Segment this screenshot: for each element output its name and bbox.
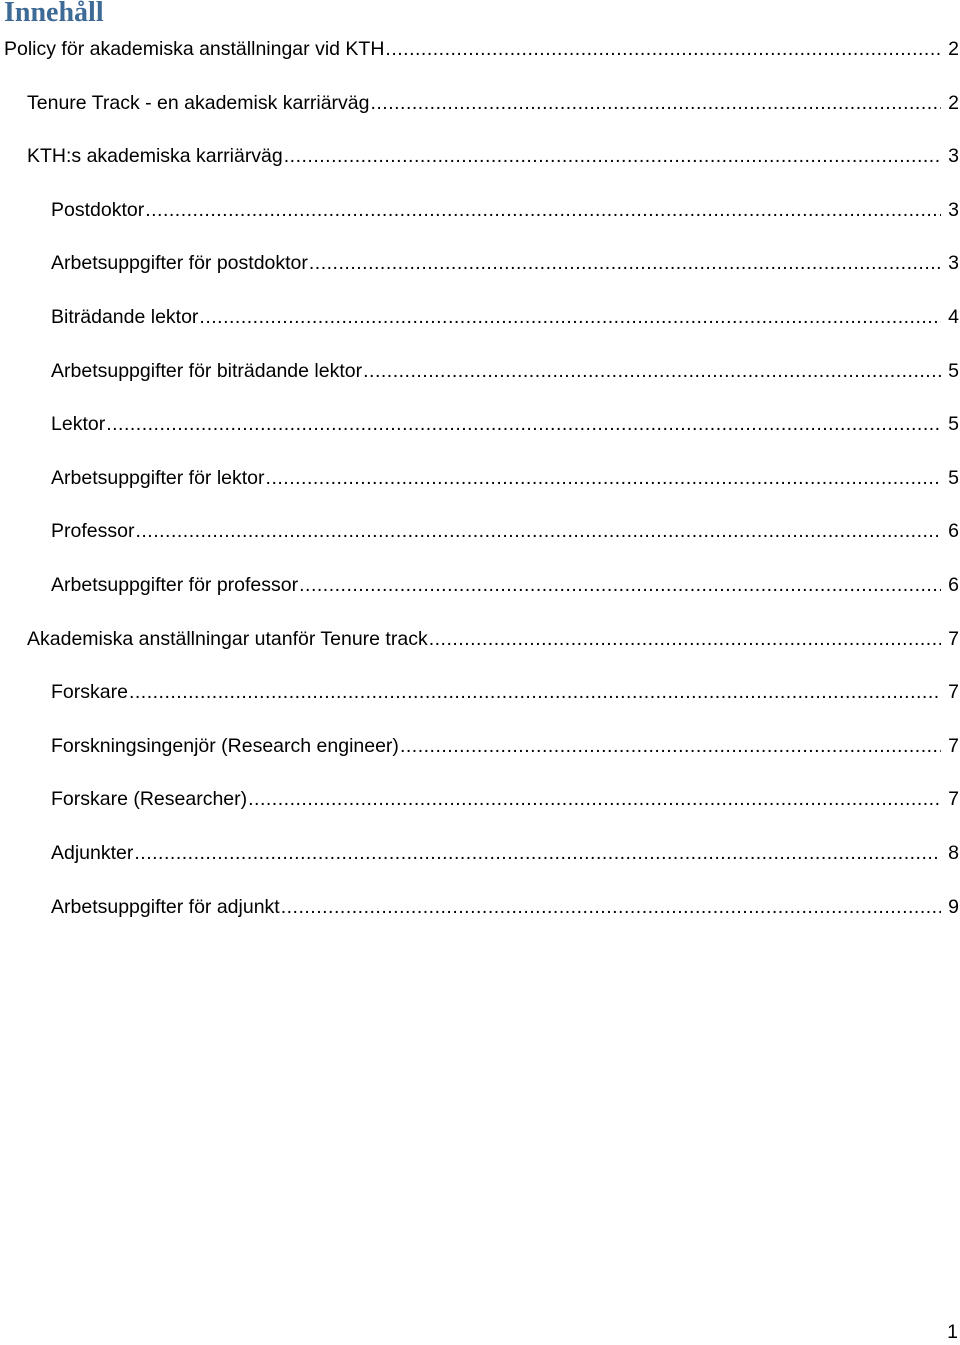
toc-entry-label[interactable]: Adjunkter: [51, 841, 134, 864]
toc-dot-leader: [129, 677, 941, 707]
toc-dot-leader: [145, 195, 941, 225]
toc-entry[interactable]: [0, 302, 960, 356]
toc-entry-label[interactable]: Arbetsuppgifter för lektor: [51, 466, 265, 489]
toc-entry-page[interactable]: 6: [948, 573, 959, 596]
toc-dot-leader: [309, 248, 941, 278]
page-number: 1: [947, 1321, 958, 1343]
toc-entry-page[interactable]: 2: [948, 91, 959, 114]
toc-entry-label[interactable]: KTH:s akademiska karriärväg: [27, 145, 283, 168]
toc-entry[interactable]: [0, 409, 960, 463]
toc-entry-label[interactable]: Professor: [51, 520, 135, 543]
toc-entry[interactable]: [0, 195, 960, 249]
toc-entry-page[interactable]: 5: [948, 466, 959, 489]
toc-entry[interactable]: [0, 356, 960, 410]
toc-entry-label[interactable]: Policy för akademiska anställningar vid KTH: [4, 38, 385, 60]
toc-dot-leader: [370, 88, 941, 118]
toc-dot-leader: [199, 302, 941, 332]
toc-entry-page[interactable]: 5: [948, 359, 959, 382]
toc-entry-label[interactable]: Akademiska anställningar utanför Tenure track: [27, 627, 428, 650]
toc-entry[interactable]: [0, 248, 960, 302]
toc-dot-leader: [266, 463, 941, 493]
toc-entry[interactable]: [0, 784, 960, 838]
toc-entry-page[interactable]: 5: [948, 413, 959, 436]
toc-entry-page[interactable]: 3: [948, 198, 959, 221]
toc-dot-leader: [281, 892, 941, 922]
toc-entry[interactable]: [0, 677, 960, 731]
toc-entry[interactable]: [0, 88, 960, 142]
toc-entry-page[interactable]: 3: [948, 145, 959, 168]
toc-entry[interactable]: [0, 34, 960, 88]
toc-entry-page[interactable]: 4: [948, 305, 959, 328]
toc-entry-page[interactable]: 7: [948, 681, 959, 704]
toc-entry-label[interactable]: Postdoktor: [51, 198, 145, 221]
toc-entry-label[interactable]: Forskare: [51, 681, 128, 704]
toc-dot-leader: [134, 838, 941, 868]
toc-entry-label[interactable]: Lektor: [51, 413, 106, 436]
toc-entry-label[interactable]: Arbetsuppgifter för professor: [51, 573, 299, 596]
toc-entry[interactable]: [0, 463, 960, 517]
toc-dot-leader: [299, 570, 941, 600]
toc-entry-page[interactable]: 2: [948, 38, 959, 60]
toc-dot-leader: [284, 141, 941, 171]
toc-dot-leader: [106, 409, 941, 439]
toc-entry[interactable]: [0, 516, 960, 570]
toc-entry[interactable]: [0, 731, 960, 785]
toc-entry-label[interactable]: Arbetsuppgifter för biträdande lektor: [51, 359, 363, 382]
toc-heading: Innehåll: [4, 0, 104, 28]
toc-entry-label[interactable]: Tenure Track - en akademisk karriärväg: [27, 91, 370, 114]
toc-entry-page[interactable]: 8: [948, 841, 959, 864]
toc-entry-label[interactable]: Arbetsuppgifter för postdoktor: [51, 252, 308, 275]
toc-entry[interactable]: [0, 141, 960, 195]
toc-entry[interactable]: [0, 838, 960, 892]
toc-dot-leader: [429, 624, 941, 654]
toc-entry-label[interactable]: Arbetsuppgifter för adjunkt: [51, 895, 280, 918]
toc-entry-page[interactable]: 7: [948, 734, 959, 757]
toc-dot-leader: [363, 356, 941, 386]
toc-entry-page[interactable]: 7: [948, 788, 959, 811]
toc-dot-leader: [135, 516, 941, 546]
table-of-contents: [0, 34, 960, 945]
toc-entry-label[interactable]: Forskningsingenjör (Research engineer): [51, 734, 399, 757]
toc-entry-page[interactable]: 9: [948, 895, 959, 918]
toc-entry-page[interactable]: 7: [948, 627, 959, 650]
toc-dot-leader: [248, 784, 941, 814]
toc-entry-page[interactable]: 6: [948, 520, 959, 543]
toc-entry-label[interactable]: Forskare (Researcher): [51, 788, 248, 811]
toc-entry-label[interactable]: Biträdande lektor: [51, 305, 199, 328]
toc-entry[interactable]: [0, 892, 960, 946]
toc-entry[interactable]: [0, 624, 960, 678]
toc-entry[interactable]: [0, 570, 960, 624]
toc-dot-leader: [385, 34, 941, 64]
toc-entry-page[interactable]: 3: [948, 252, 959, 275]
toc-dot-leader: [400, 731, 941, 761]
